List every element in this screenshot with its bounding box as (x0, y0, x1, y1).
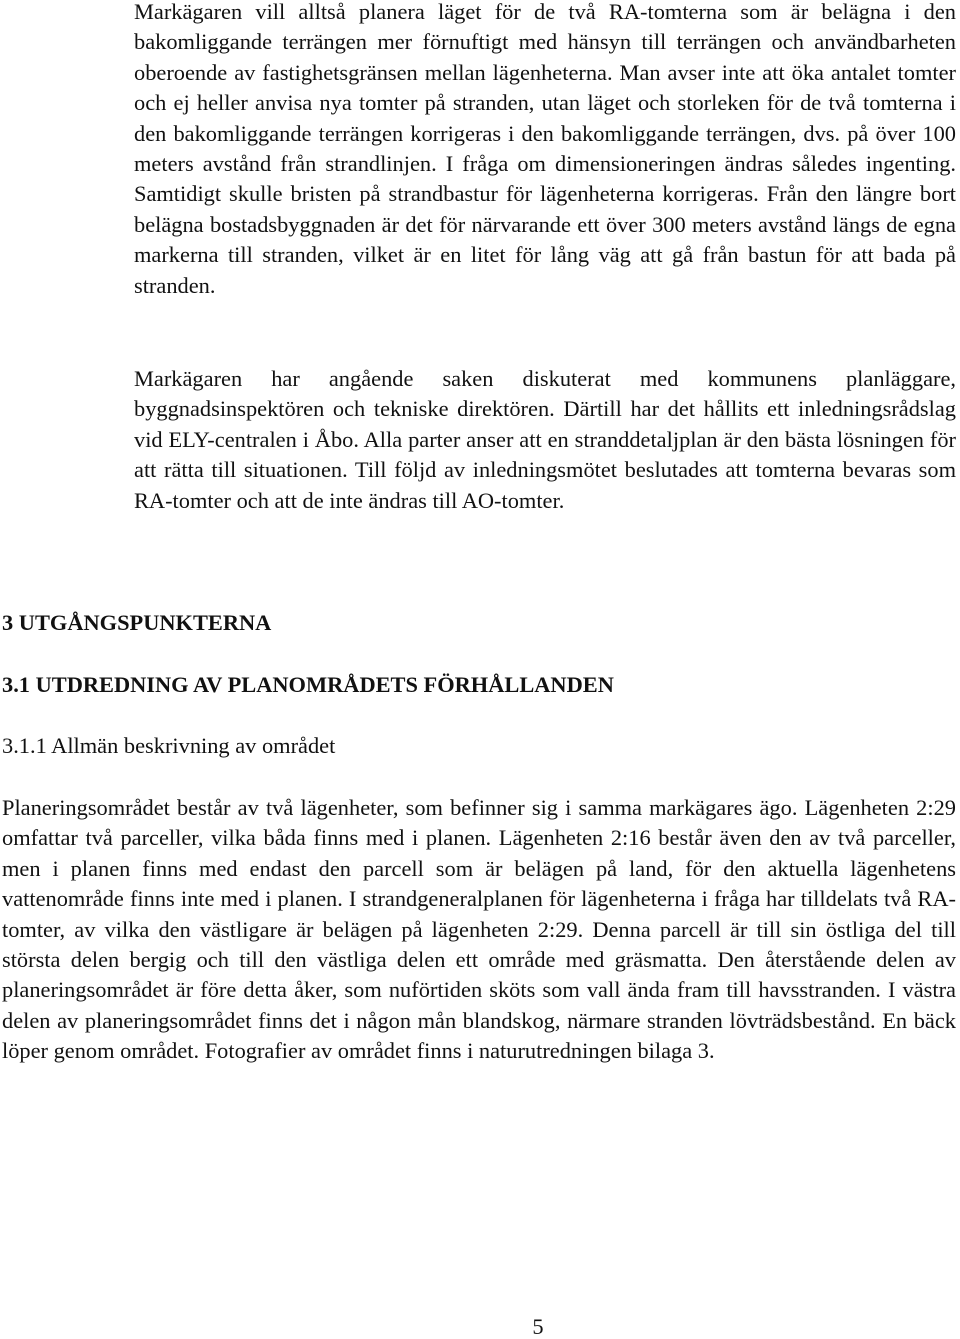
subsection-heading-utredning: 3.1 UTDREDNING AV PLANOMRÅDETS FÖRHÅLLANDEN (2, 672, 614, 697)
paragraph-plan-rationale: Markägaren vill alltså planera läget för de två RA-tomterna som är belägna i den bakomliggande terrängen mer förnuftigt med hänsyn till terrängen och användbarheten oberoende av fastighetsgränsen mellan lägenheterna. Man avser inte att öka antalet tomter och ej heller anvisa nya tomter på stranden, utan läget och storleken för de två tomterna i den bakomliggande terrängen korrigeras i den bakomliggande terrängen, dvs. på över 100 meters avstånd från strandlinjen. I fråga om dimensioneringen ändras således ingenting. Samtidigt skulle bristen på strandbastur för lägenheterna korrigeras. Från den längre bort belägna bostadsbyggnaden är det för närvarande ett över 300 meters avstånd längs de egna markerna till stranden, vilket är en litet för lång väg att gå från bastun för att bada på stranden. (134, 0, 956, 298)
subsubsection-heading-allman-beskrivning: 3.1.1 Allmän beskrivning av området (2, 733, 336, 758)
paragraph-area-description: Planeringsområdet består av två lägenheter, som befinner sig i samma markägares ägo. Lägenheten 2:29 omfattar två parceller, vilka båda finns med i planen. Lägenheten 2:16 består även den av två parceller, men i planen finns med endast den parcell som är belägen på land, för den aktuella lägenhetens vattenområde finns inte med i planen. I strandgeneralplanen för lägenheterna i fråga har tilldelats två RA-tomter, av vilka den västligare är belägen på lägenheten 2:29. Denna parcell är till sin östliga del till största delen bergig och till den västliga delen ett område med gräsmatta. Den återstående delen av planeringsområdet är före detta åker, som nuförtiden sköts som vall ända fram till havsstranden. I västra delen av planeringsområdet finns det i någon mån blandskog, närmare stranden lövträdsbestånd. En bäck löper genom området. Fotografier av området finns i naturutredningen bilaga 3. (2, 795, 956, 1064)
paragraph-stakeholder-discussion: Markägaren har angående saken diskuterat med kommunens planläggare, byggnadsinspektören och tekniske direktören. Därtill har det hållits ett inledningsrådslag vid ELY-centralen i Åbo. Alla parter anser att en stranddetaljplan är den bästa lösningen för att rätta till situationen. Till följd av inledningsmötet beslutades att tomterna bevaras som RA-tomter och att de inte ändras till AO-tomter. (134, 366, 956, 513)
page-number: 5 (532, 1314, 544, 1339)
section-heading-utgangspunkterna: 3 UTGÅNGSPUNKTERNA (2, 610, 272, 635)
